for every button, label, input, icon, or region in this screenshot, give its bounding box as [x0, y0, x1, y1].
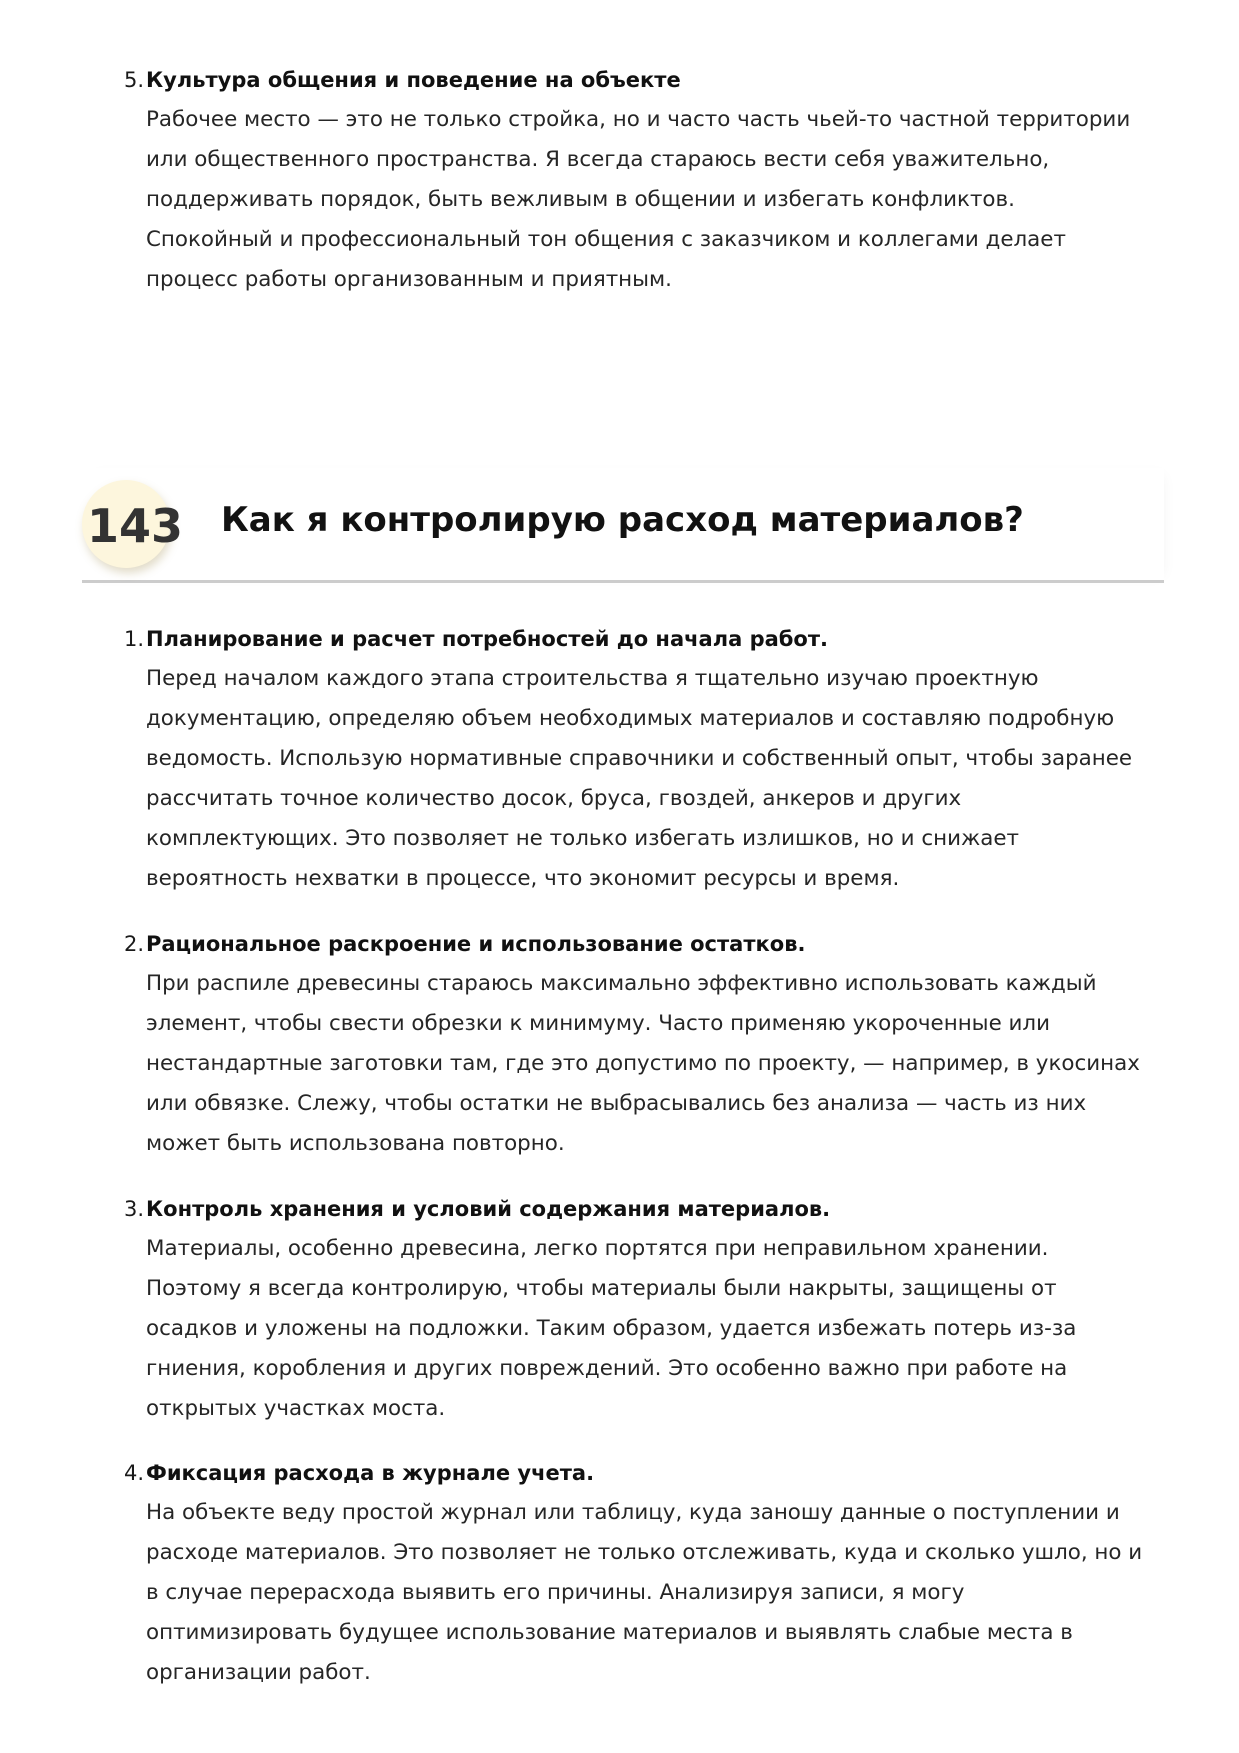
list-item-number: 1. [123, 627, 144, 651]
list-item-title: Культура общения и поведение на объекте [146, 68, 681, 92]
body-line: рассчитать точное количество досок, бруса, гвоздей, анкеров и других [146, 786, 962, 811]
body-line: элемент, чтобы свести обрезки к минимуму. Часто применяю укороченные или [146, 1011, 1051, 1036]
body-line: Материалы, особенно древесина, легко портятся при неправильном хранении. [146, 1236, 1049, 1261]
body-line: нестандартные заготовки там, где это допустимо по проекту, — например, в укосинах [146, 1051, 1140, 1076]
list-item-body [146, 1493, 1166, 1693]
list-item-title: Контроль хранения и условий содержания материалов. [146, 1197, 831, 1221]
list-item-number: 3. [123, 1197, 144, 1221]
list-item-number: 5. [123, 68, 144, 92]
body-line: Рабочее место — это не только стройка, но и часто часть чьей-то частной территории [146, 107, 1131, 132]
body-line: процесс работы организованным и приятным. [146, 267, 672, 292]
list-item-number: 2. [123, 932, 144, 956]
body-line: гниения, коробления и других повреждений. Это особенно важно при работе на [146, 1356, 1068, 1381]
section-header [82, 468, 1164, 583]
list-item-body [146, 659, 1166, 899]
body-line: расходе материалов. Это позволяет не только отслеживать, куда и сколько ушло, но и [146, 1540, 1143, 1565]
list-item-5-prev [123, 60, 1166, 300]
list-item-body [146, 964, 1166, 1164]
list-item-body [146, 100, 1166, 300]
body-line: Спокойный и профессиональный тон общения с заказчиком и коллегами делает [146, 227, 1066, 252]
body-line: организации работ. [146, 1660, 371, 1685]
list-item-title: Фиксация расхода в журнале учета. [146, 1461, 595, 1485]
list-item-4 [123, 1453, 1166, 1693]
body-line: открытых участках моста. [146, 1396, 446, 1421]
body-line: поддерживать порядок, быть вежливым в общении и избегать конфликтов. [146, 187, 1015, 212]
section-title: Как я контролирую расход материалов? [221, 500, 1024, 540]
body-line: или обвязке. Слежу, чтобы остатки не выбрасывались без анализа — часть из них [146, 1091, 1087, 1116]
body-line: Поэтому я всегда контролирую, чтобы материалы были накрыты, защищены от [146, 1276, 1057, 1301]
list-item-body [146, 1229, 1166, 1429]
list-item-2 [123, 924, 1166, 1164]
body-line: документацию, определяю объем необходимых материалов и составляю подробную [146, 706, 1115, 731]
body-line: комплектующих. Это позволяет не только избегать излишков, но и снижает [146, 826, 1019, 851]
body-line: осадков и уложены на подложки. Таким образом, удается избежать потерь из-за [146, 1316, 1077, 1341]
list-item-title: Планирование и расчет потребностей до начала работ. [146, 627, 829, 651]
body-line: На объекте веду простой журнал или таблицу, куда заношу данные о поступлении и [146, 1500, 1120, 1525]
body-line: или общественного пространства. Я всегда стараюсь вести себя уважительно, [146, 147, 1050, 172]
body-line: в случае перерасхода выявить его причины. Анализируя записи, я могу [146, 1580, 965, 1605]
body-line: Перед началом каждого этапа строительства я тщательно изучаю проектную [146, 666, 1039, 691]
list-item-number: 4. [123, 1461, 144, 1485]
list-item-1 [123, 619, 1166, 899]
body-line: При распиле древесины стараюсь максимально эффективно использовать каждый [146, 971, 1097, 996]
list-item-title: Рациональное раскроение и использование остатков. [146, 932, 806, 956]
body-line: ведомость. Использую нормативные справочники и собственный опыт, чтобы заранее [146, 746, 1133, 771]
body-line: может быть использована повторно. [146, 1131, 565, 1156]
body-line: оптимизировать будущее использование материалов и выявлять слабые места в [146, 1620, 1073, 1645]
list-item-3 [123, 1189, 1166, 1429]
section-number-badge [82, 480, 184, 568]
section-number: 143 [87, 499, 184, 553]
body-line: вероятность нехватки в процессе, что экономит ресурсы и время. [146, 866, 900, 891]
